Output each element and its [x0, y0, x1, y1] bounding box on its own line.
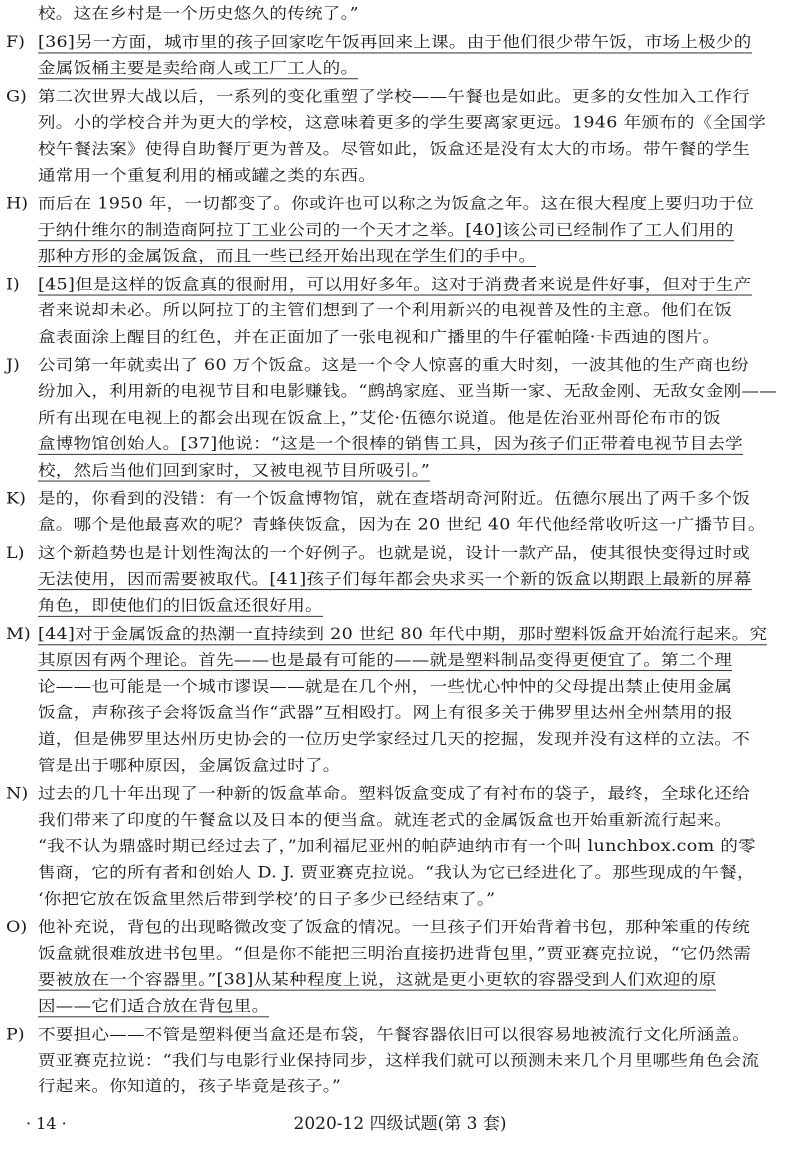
text-line: [38, 272, 752, 298]
text-line: [38, 648, 732, 674]
paragraph-label-o: O): [6, 918, 28, 937]
underlined-sentence: 盒博物馆创始人。[37]他说：“这是一个很棒的销售工具，因为孩子们正带着电视节目去学: [38, 435, 743, 454]
text-line: 公司第一年就卖出了 60 万个饭盒。这是一个令人惊喜的重大时刻，一波其他的生产商也纷: [38, 356, 749, 375]
paragraph-label-l: L): [6, 544, 25, 563]
underlined-sentence: [45]但是这样的饭盒真的很耐用，可以用好多年。这对于消费者来说是件好事，但对于生产: [38, 275, 752, 294]
text-line: 盒。哪个是他最喜欢的呢？青蜂侠饭盒，因为在 20 世纪 40 年代他经常收听这一广播节目。: [38, 516, 766, 534]
text-line: 我们带来了印度的午餐盒以及日本的便当盒。就连老式的金属饭盒也开始重新流行起来。: [38, 811, 733, 830]
text-line: 他补充说，背包的出现略微改变了饭盒的情况。一旦孩子们开始背着书包，那种笨重的传统: [38, 918, 750, 937]
page-footer-title: 2020-12 四级试题(第 3 套): [293, 1114, 507, 1134]
text-line: [38, 594, 323, 620]
text-line: 纷加入，利用新的电视节目和电影赚钱。“鹧鸪家庭、亚当斯一家、无敌金刚、无敌女金刚——: [38, 382, 778, 401]
paragraph-label-h: H): [6, 194, 29, 213]
paragraph-label-k: K): [6, 490, 26, 509]
text-line: 饭盒就很难放进书包里。“但是你不能把三明治直接扔进背包里，”贾亚赛克拉说，“它仍然需: [38, 945, 752, 963]
text-line: 而后在 1950 年，一切都变了。你或许也可以称之为饭盒之年。这在很大程度上要归功于位: [38, 194, 755, 213]
paragraph-label-m: M): [6, 625, 31, 644]
paragraph-label-p: P): [6, 1026, 25, 1044]
text-line: 者来说却未必。所以阿拉丁的主管们想到了一个利用新兴的电视普及性的主意。他们在饭: [38, 301, 733, 320]
text-line: 盒表面涂上醒目的红色，并在正面加了一张电视和广播里的牛仔霍帕隆·卡西迪的图片。: [38, 328, 721, 347]
text-line: 饭盒，声称孩子会将饭盒当作“武器”互相殴打。网上有很多关于佛罗里达州全州禁用的报: [38, 703, 733, 722]
text-line: 所有出现在电视上的都会出现在饭盒上，”艾伦·伍德尔说道。他是佐治亚州哥伦布市的饭: [38, 409, 721, 428]
text-line: 是的，你看到的没错：有一个饭盒博物馆，就在查塔胡奇河附近。伍德尔展出了两千多个饭: [38, 490, 750, 509]
text-line: “我不认为鼎盛时期已经过去了，”加利福尼亚州的帕萨迪纳市有一个叫 lunchbox.com 的零: [38, 837, 756, 856]
text-line: 贾亚赛克拉说：“我们与电影行业保持同步，这样我们就可以预测未来几个月里哪些角色会流: [38, 1051, 760, 1070]
text-line: [38, 244, 536, 270]
text-line: ‘你把它放在饭盒里然后带到学校’的日子多少已经结束了。”: [38, 890, 496, 909]
paragraph-label-f: F): [6, 33, 25, 52]
text-line: 道，但是佛罗里达州历史协会的一位历史学家经过几天的挖掘，发现并没有这样的立法。不: [38, 730, 750, 749]
underlined-sentence: [44]对于金属饭盒的热潮一直持续到 20 世纪 80 年代中期，那时塑料饭盒开始流行起来。究: [38, 625, 768, 644]
text-line: [38, 30, 752, 56]
text-line: [38, 567, 752, 593]
underlined-sentence: 于纳什维尔的制造商阿拉丁工业公司的一个天才之举。[40]该公司已经制作了工人们用的: [38, 221, 734, 240]
underlined-sentence: 要被放在一个容器里。”[38]从某种程度上说，这就是更小更软的容器受到人们欢迎的原: [38, 970, 717, 989]
text-line: 这个新趋势也是计划性淘汰的一个好例子。也就是说，设计一款产品，使其很快变得过时或: [38, 544, 750, 563]
text-line: 管是出于哪种原因，金属饭盒过时了。: [38, 757, 341, 776]
paragraph-label-i: I): [6, 275, 20, 294]
paragraph-label-j: J): [6, 356, 20, 375]
underlined-sentence: 金属饭桶主要是卖给商人或工厂工人的。: [38, 59, 359, 78]
text-line: [38, 218, 734, 244]
text-line: 行起来。你知道的，孩子毕竟是孩子。”: [38, 1077, 342, 1096]
underlined-sentence: 校，然后当他们回到家时，又被电视节目所吸引。”: [38, 461, 431, 480]
underlined-sentence: 那种方形的金属饭盒，而且一些已经开始出现在学生们的手中。: [38, 247, 537, 266]
text-line: 通常用一个重复利用的桶或罐之类的东西。: [38, 167, 377, 186]
text-line: 论——也可能是一个城市谬误——就是在几个州，一些忧心忡忡的父母提出禁止使用金属: [38, 678, 733, 696]
text-line: 过去的几十年出现了一种新的饭盒革命。塑料饭盒变成了有衬布的袋子，最终，全球化还给: [38, 784, 750, 803]
text-line: [38, 967, 716, 993]
text-line: 不要担心——不管是塑料便当盒还是布袋，午餐容器依旧可以很容易地被流行文化所涵盖。: [38, 1026, 750, 1044]
page-number: · 14 ·: [26, 1114, 67, 1133]
paragraph-label-n: N): [6, 784, 29, 803]
underlined-sentence: 无法使用，因而需要被取代。[41]孩子们每年都会央求买一个新的饭盒以期跟上最新的屏幕: [38, 570, 752, 589]
text-line: [38, 458, 430, 484]
text-line: 第二次世界大战以后，一系列的变化重塑了学校——午餐也是如此。更多的女性加入工作行: [38, 88, 750, 106]
text-line: 校午餐法案》使得自助餐厅更为普及。尽管如此，饭盒还是没有太大的市场。带午餐的学生: [38, 140, 750, 159]
underlined-sentence: [36]另一方面，城市里的孩子回家吃午饭再回来上课。由于他们很少带午饭，市场上极少的: [38, 33, 752, 52]
text-line: [38, 622, 767, 648]
underlined-sentence: 角色，即使他们的旧饭盒还很好用。: [38, 597, 323, 615]
text-line: 售商，它的所有者和创始人 D. J. 贾亚赛克拉说。“我认为它已经进化了。那些现成的午餐，: [38, 864, 755, 882]
underlined-sentence: 其原因有两个理论。首先——也是最有可能的——就是塑料制品变得更便宜了。第二个理: [38, 651, 733, 670]
text-line: [38, 56, 358, 82]
paragraph-label-g: G): [6, 88, 27, 106]
underlined-sentence: 因——它们适合放在背包里。: [38, 997, 270, 1016]
text-line: 校。这在乡村是一个历史悠久的传统了。”: [38, 5, 359, 24]
text-line: [38, 994, 269, 1020]
text-line: [38, 432, 743, 458]
text-line: 列。小的学校合并为更大的学校，这意味着更多的学生要离家更远。1946 年颁布的《全国学: [38, 113, 766, 132]
